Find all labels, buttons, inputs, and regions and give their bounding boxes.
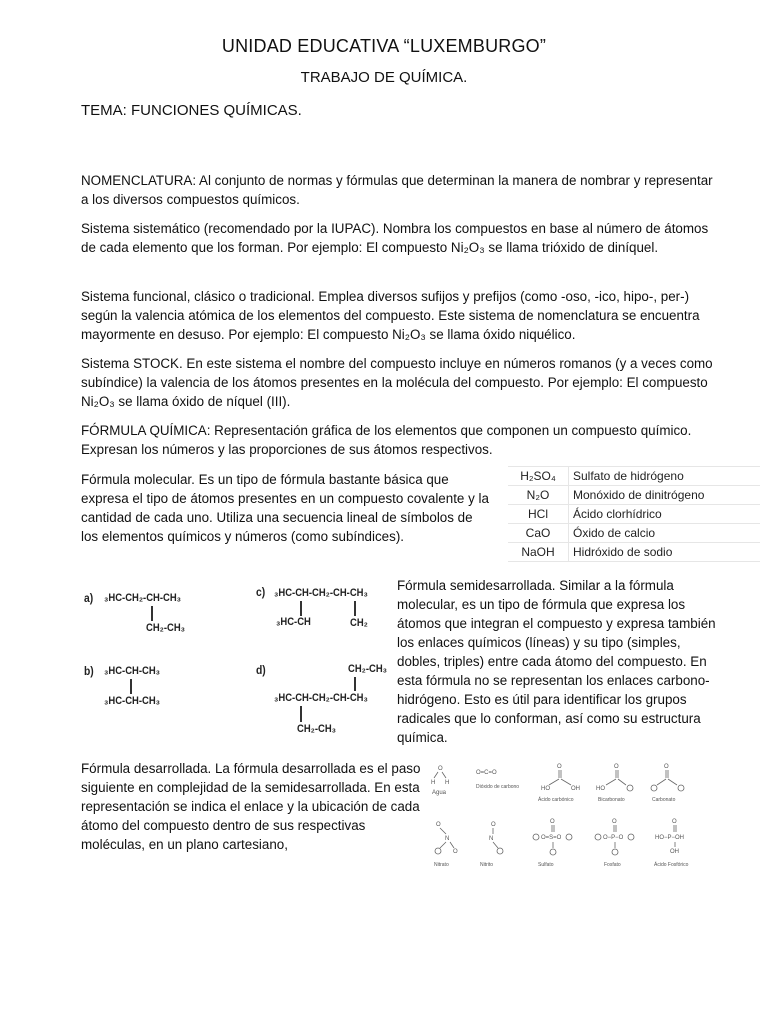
- paragraph-formula-quimica: FÓRMULA QUÍMICA: Representación gráfica de los elementos que componen un compuesto químico. Expresan los números y las proporciones de sus átomos respectivos.: [81, 423, 692, 457]
- carbonate-molecule: [651, 764, 684, 803]
- formula-cell: HCl: [508, 505, 569, 524]
- svg-text:O: O: [491, 822, 496, 828]
- table-row: [508, 505, 760, 524]
- topic-heading: TEMA: FUNCIONES QUÍMICAS.: [81, 102, 302, 119]
- svg-text:O−P−O: O−P−O: [603, 835, 624, 841]
- carbonic-acid-molecule: [538, 764, 580, 803]
- bicarbonate-molecule: [596, 764, 633, 803]
- nitrate-molecule: [434, 822, 458, 868]
- table-row: [508, 543, 760, 562]
- svg-text:OH: OH: [670, 849, 679, 855]
- developed-structures-figure: [426, 760, 716, 872]
- label-nitrito: Nitrito: [480, 862, 494, 868]
- bond-line: [300, 706, 302, 722]
- phosphate-molecule: [595, 819, 634, 868]
- label-acido-carbonico: Ácido carbónico: [538, 797, 574, 803]
- co2-formula: O=C=O: [476, 770, 497, 776]
- label-carbonato: Carbonato: [652, 797, 676, 803]
- svg-text:O: O: [550, 819, 555, 825]
- table-row: [508, 524, 760, 543]
- formula-cell: CaO: [508, 524, 569, 543]
- label-nitrato: Nitrato: [434, 862, 449, 868]
- label-agua: Agua: [432, 790, 447, 796]
- svg-text:HO−P−OH: HO−P−OH: [655, 835, 685, 841]
- name-cell: Óxido de calcio: [569, 524, 761, 543]
- structure-d-top: CH₂-CH₃: [348, 663, 388, 675]
- paragraph-desarrollada: Fórmula desarrollada. La fórmula desarrollada es el paso siguiente en complejidad de la semidesarrollada. En esta representación se indica el enlace y la ubicación de cada átomo del compuesto dentro de sus respectivas moléculas, en un plano cartesiano,: [81, 761, 421, 852]
- label-sulfato: Sulfato: [538, 862, 554, 868]
- label-bicarbonato: Bicarbonato: [598, 797, 625, 803]
- formula-cell: N₂O: [508, 486, 569, 505]
- paragraph-funcional: Sistema funcional, clásico o tradicional. Emplea diversos sufijos y prefijos (como -oso, -ico, hipo-, per-) según la valencia atómica de los elementos del compuesto. Este sistema de nomenclatura se encuentra mayormente en desuso. Por ejemplo: El compuesto Ni₂O₃ se llama óxido niquélico.: [81, 289, 700, 342]
- bond-line: [354, 677, 356, 691]
- svg-text:HO: HO: [541, 786, 550, 792]
- paragraph-formula-molecular: Fórmula molecular. Es un tipo de fórmula bastante básica que expresa el tipo de átomos presentes en un compuesto covalente y la cantidad de cada uno. Utiliza una secuencia lineal de símbolos de los elementos químicos y números (como subíndices).: [81, 472, 489, 544]
- structure-d-bottom: CH₂-CH₃: [297, 723, 337, 735]
- structure-d-main: ₃HC-CH-CH₂-CH-CH₃: [274, 692, 368, 704]
- bond-line: [300, 601, 302, 616]
- structure-d-label: d): [256, 663, 266, 677]
- svg-text:O: O: [672, 819, 677, 825]
- structure-a-branch: CH₂-CH₃: [146, 622, 186, 634]
- nitrite-molecule: [480, 822, 503, 868]
- structure-c-branch2: CH₂: [350, 617, 368, 629]
- structure-a-main: ₃HC-CH₂-CH-CH₃: [104, 592, 182, 604]
- table-row: [508, 486, 760, 505]
- formula-cell: NaOH: [508, 543, 569, 562]
- svg-text:O: O: [557, 764, 562, 770]
- paragraph-nomenclatura: NOMENCLATURA: Al conjunto de normas y fórmulas que determinan la manera de nombrar y representar a los diversos compuestos químicos.: [81, 173, 713, 207]
- label-fosfato: Fosfato: [604, 862, 621, 868]
- paragraph-sistematico: Sistema sistemático (recomendado por la IUPAC). Nombra los compuestos en base al número de átomos de cada elemento que los forman. Por ejemplo: El compuesto Ni₂O₃ se llama trióxido de diníquel.: [81, 221, 709, 255]
- svg-text:O: O: [453, 849, 458, 855]
- name-cell: Sulfato de hidrógeno: [569, 467, 761, 486]
- structure-c-label: c): [256, 585, 266, 599]
- label-acido-fosforico: Ácido Fosfórico: [654, 862, 689, 868]
- structure-b-bottom: ₃HC-CH-CH₃: [104, 695, 161, 707]
- co2-molecule: [476, 770, 519, 790]
- svg-text:O: O: [664, 764, 669, 770]
- document-title: UNIDAD EDUCATIVA “LUXEMBURGO”: [221, 36, 547, 56]
- svg-text:O: O: [438, 766, 443, 772]
- bond-line: [151, 606, 153, 621]
- svg-text:OH: OH: [571, 786, 580, 792]
- svg-text:O=S=O: O=S=O: [541, 835, 562, 841]
- name-cell: Monóxido de dinitrógeno: [569, 486, 761, 505]
- svg-text:O: O: [612, 819, 617, 825]
- svg-text:H: H: [445, 780, 450, 786]
- structure-b-top: ₃HC-CH-CH₃: [104, 665, 161, 677]
- table-row: [508, 467, 760, 486]
- bond-line: [130, 679, 132, 694]
- svg-text:O: O: [614, 764, 619, 770]
- formula-table: [508, 466, 760, 562]
- svg-text:N: N: [445, 836, 450, 842]
- paragraph-semidesarrollada: Fórmula semidesarrollada. Similar a la fórmula molecular, es un tipo de fórmula que expresa los átomos que integran el compuesto y expresa también los enlaces químicos (líneas) y su tipo (simples, dobles, triples) entre cada átomo del compuesto. En esta fórmula no se representan los enlaces carbono-hidrógeno. Esto es útil para identificar los grupos radicales que lo conforman, así como su estructura química.: [397, 578, 716, 745]
- svg-text:N: N: [489, 836, 494, 842]
- bond-line: [354, 601, 356, 616]
- svg-text:HO: HO: [596, 786, 605, 792]
- name-cell: Hidróxido de sodio: [569, 543, 761, 562]
- structure-b-label: b): [84, 664, 94, 678]
- svg-text:O: O: [436, 822, 441, 828]
- name-cell: Ácido clorhídrico: [569, 505, 761, 524]
- svg-text:H: H: [431, 780, 436, 786]
- label-dioxido: Dióxido de carbono: [476, 784, 520, 790]
- structure-c-branch1: ₃HC-CH: [276, 616, 311, 628]
- structure-a-label: a): [84, 591, 94, 605]
- sulfate-molecule: [533, 819, 572, 868]
- phosphoric-acid-molecule: [654, 819, 689, 868]
- water-molecule: [431, 766, 449, 796]
- structure-c-main: ₃HC-CH-CH₂-CH-CH₃: [274, 587, 368, 599]
- formula-cell: H₂SO₄: [508, 467, 569, 486]
- paragraph-stock: Sistema STOCK. En este sistema el nombre del compuesto incluye en números romanos (y a veces como subíndice) la valencia de los átomos presentes en la molécula del compuesto. Por ejemplo: El compuesto Ni₂O₃ se llama óxido de níquel (III).: [81, 356, 713, 409]
- document-subtitle: TRABAJO DE QUÍMICA.: [300, 69, 468, 86]
